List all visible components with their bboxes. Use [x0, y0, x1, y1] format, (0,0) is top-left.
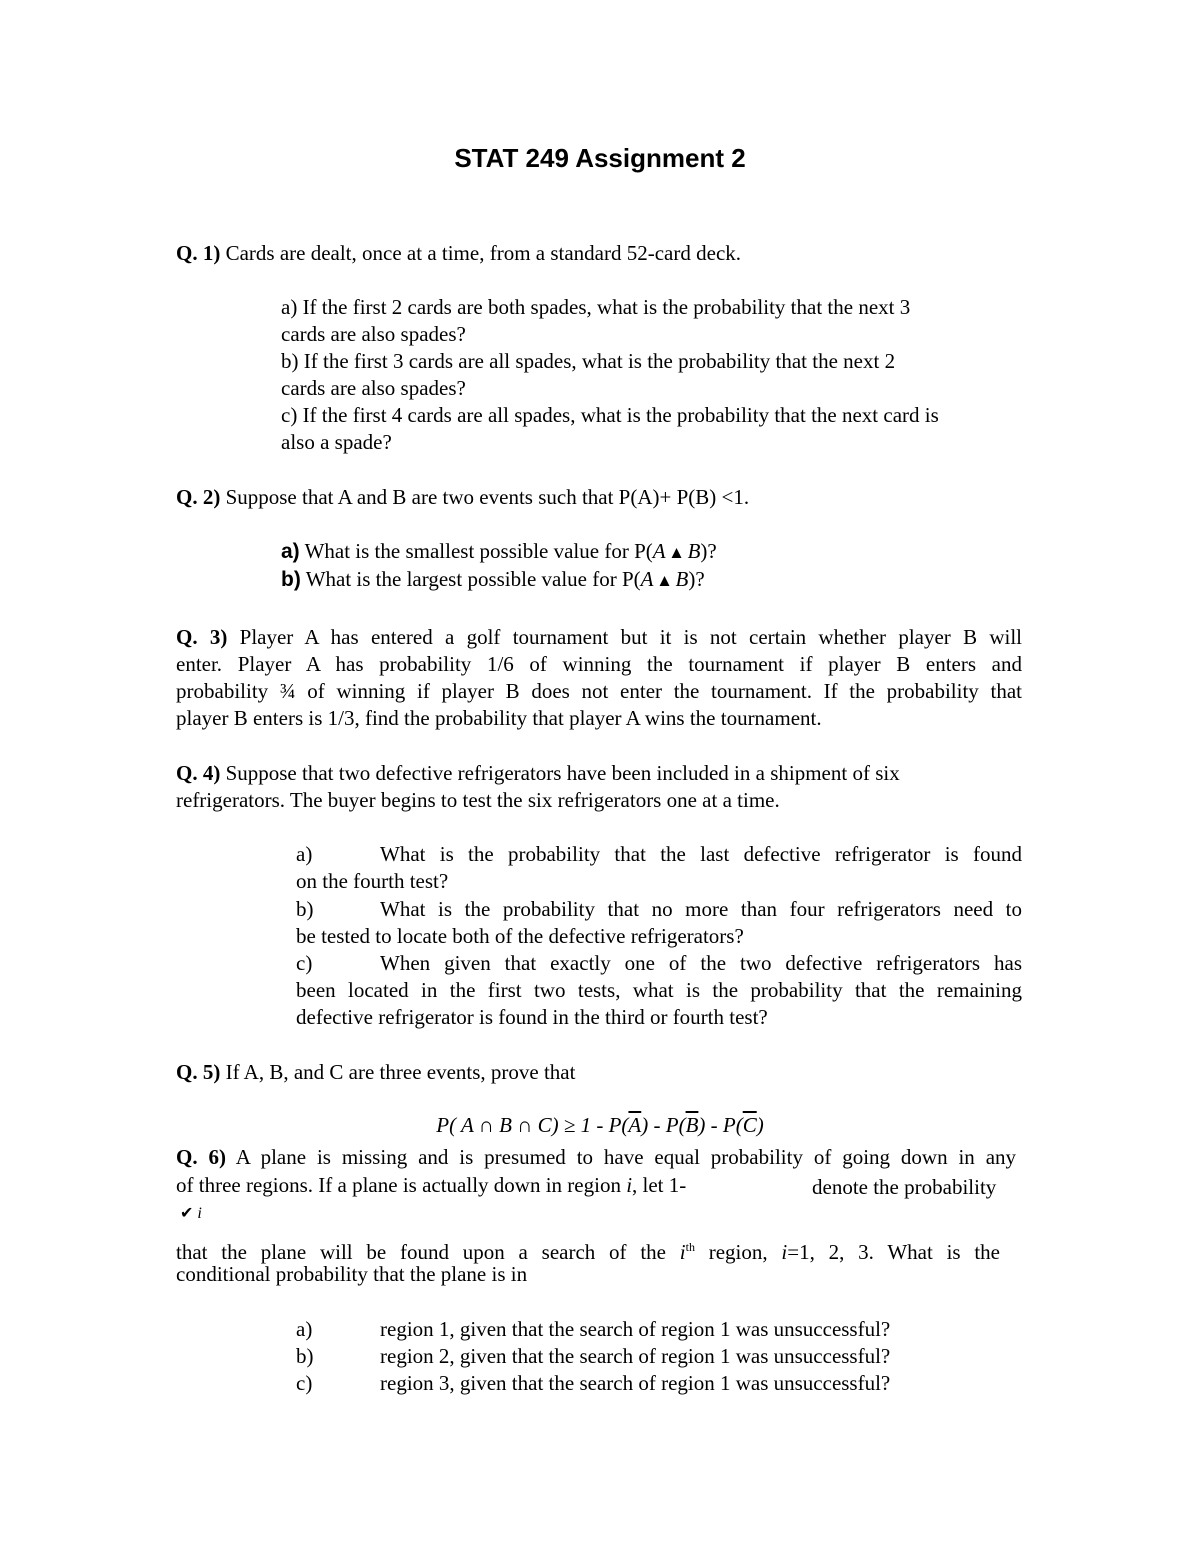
q6-line2: [176, 1172, 686, 1199]
q6-text-2a: of three regions. If a plane is actually down in region: [176, 1173, 621, 1197]
q6-number: Q. 6): [176, 1145, 226, 1169]
q1-c-line1: c) If the first 4 cards are all spades, what is the probability that the next card is: [281, 403, 939, 427]
q4-b-label: b): [296, 897, 314, 921]
q6-a-label: a): [296, 1317, 313, 1341]
q6-text-1: A plane is missing and is presumed to have equal probability of going down in any: [235, 1145, 1017, 1169]
q2-text: [176, 484, 749, 511]
q2-b-end: )?: [688, 567, 705, 591]
q6-subscript: [180, 1200, 202, 1227]
q6-b-label: b): [296, 1344, 314, 1368]
q4-c-label: c): [296, 951, 313, 975]
q6-var-i-2: i: [679, 1240, 686, 1264]
q5-question: If A, B, and C are three events, prove that: [225, 1060, 576, 1084]
q6-c-text: region 3, given that the search of region 1 was unsuccessful?: [380, 1371, 891, 1395]
q1-b-line2: cards are also spades?: [281, 376, 466, 400]
formula-mid1: ) - P(: [641, 1113, 686, 1137]
formula-c-complement: $\overline{C}$: [742, 1113, 757, 1137]
q3-line3: probability ¾ of winning if player B does not enter the tournament. If the probability that: [176, 679, 1022, 703]
q4-line2: refrigerators. The buyer begins to test the six refrigerators one at a time.: [176, 788, 780, 812]
formula-end: ): [756, 1113, 764, 1137]
q2-a-var-a: A: [652, 539, 666, 563]
q5-formula: [0, 1112, 1200, 1139]
q4-b-line1: [296, 896, 1022, 923]
q6-text-3b: region,: [708, 1240, 768, 1264]
q1-c-line2: also a spade?: [281, 430, 392, 454]
q4-a-text: What is the probability that the last defective refrigerator is found: [380, 842, 1022, 866]
q2-a-text: What is the smallest possible value for P(: [304, 539, 653, 563]
q4-text-1: Suppose that two defective refrigerators have been included in a shipment of six: [225, 761, 900, 785]
q4-b-line2: be tested to locate both of the defective refrigerators?: [296, 924, 744, 948]
q2-b: [281, 566, 705, 594]
q3-line2: enter. Player A has probability 1/6 of winning the tournament if player B enters and: [176, 652, 1022, 676]
q6-line1: [176, 1144, 1016, 1171]
q6-text-2b: , let 1-: [632, 1173, 687, 1197]
q2-a: [281, 538, 717, 566]
q6-text-3c: =1, 2, 3. What is the: [787, 1240, 1001, 1264]
q1-text: [176, 240, 741, 267]
q4-c-text: When given that exactly one of the two defective refrigerators has: [380, 951, 1022, 975]
q3-number: Q. 3): [176, 625, 228, 649]
page-title: STAT 249 Assignment 2: [454, 143, 746, 173]
q5-text: [176, 1059, 575, 1086]
q2-question: Suppose that A and B are two events such that P(A)+ P(B) <1.: [225, 485, 750, 509]
q6-b-text: region 2, given that the search of region 1 was unsuccessful?: [380, 1344, 891, 1368]
q2-a-label: a): [281, 540, 300, 563]
q6-sup-th: th: [685, 1240, 695, 1254]
q2-b-text: What is the largest possible value for P(: [305, 567, 641, 591]
q4-b-text: What is the probability that no more than four refrigerators need to: [380, 897, 1022, 921]
q2-a-var-b: B: [687, 539, 701, 563]
formula-lhs: P( A ∩ B ∩ C) ≥ 1 - P(: [436, 1113, 629, 1137]
q4-a-line1: [296, 841, 1022, 868]
q2-number: Q. 2): [176, 485, 221, 509]
q6-item-b: [296, 1343, 890, 1370]
formula-mid2: ) - P(: [698, 1113, 743, 1137]
q2-a-end: )?: [700, 539, 717, 563]
q6-line2-right: denote the probability: [812, 1175, 997, 1199]
q2-b-var-a: A: [640, 567, 654, 591]
q4-a-line2: on the fourth test?: [296, 869, 449, 893]
unknown-symbol-icon: ▲: [668, 543, 685, 562]
q3-line4: player B enters is 1/3, find the probability that player A wins the tournament.: [176, 706, 822, 730]
q4-c-line2: been located in the first two tests, what is the probability that the remaining: [296, 978, 1022, 1002]
q6-a-text: region 1, given that the search of region 1 was unsuccessful?: [380, 1317, 891, 1341]
q6-c-label: c): [296, 1371, 313, 1395]
unknown-symbol-icon: ▲: [656, 571, 673, 590]
q6-text-3a: that the plane will be found upon a search of the: [176, 1240, 666, 1264]
formula-a-complement: $\overline{A}$: [628, 1113, 642, 1137]
q1-b-line1: b) If the first 3 cards are all spades, what is the probability that the next 2: [281, 349, 896, 373]
q6-item-c: [296, 1370, 890, 1397]
q1-number: Q. 1): [176, 241, 221, 265]
q1-a-line2: cards are also spades?: [281, 322, 466, 346]
q4-number: Q. 4): [176, 761, 221, 785]
q4-a-label: a): [296, 842, 313, 866]
q1-question: Cards are dealt, once at a time, from a standard 52-card deck.: [225, 241, 742, 265]
q2-b-var-b: B: [675, 567, 689, 591]
q4-c-line3: defective refrigerator is found in the third or fourth test?: [296, 1005, 768, 1029]
q6-var-i: i: [626, 1173, 633, 1197]
formula-b-complement: $\overline{B}$: [685, 1113, 699, 1137]
q2-b-label: b): [281, 568, 301, 591]
q6-item-a: [296, 1316, 890, 1343]
check-mark-icon: ✔: [180, 1205, 194, 1222]
q3-text-1: Player A has entered a golf tournament but it is not certain whether player B will: [239, 625, 1023, 649]
q4-c-line1: [296, 950, 1022, 977]
q5-number: Q. 5): [176, 1060, 221, 1084]
q3-line1: [176, 624, 1022, 651]
q1-a-line1: a) If the first 2 cards are both spades, what is the probability that the next 3: [281, 295, 911, 319]
q6-subscript-i: i: [197, 1205, 202, 1222]
q6-var-i-3: i: [781, 1240, 788, 1264]
q6-line4: conditional probability that the plane is in: [176, 1262, 528, 1286]
q4-line1: [176, 760, 900, 787]
